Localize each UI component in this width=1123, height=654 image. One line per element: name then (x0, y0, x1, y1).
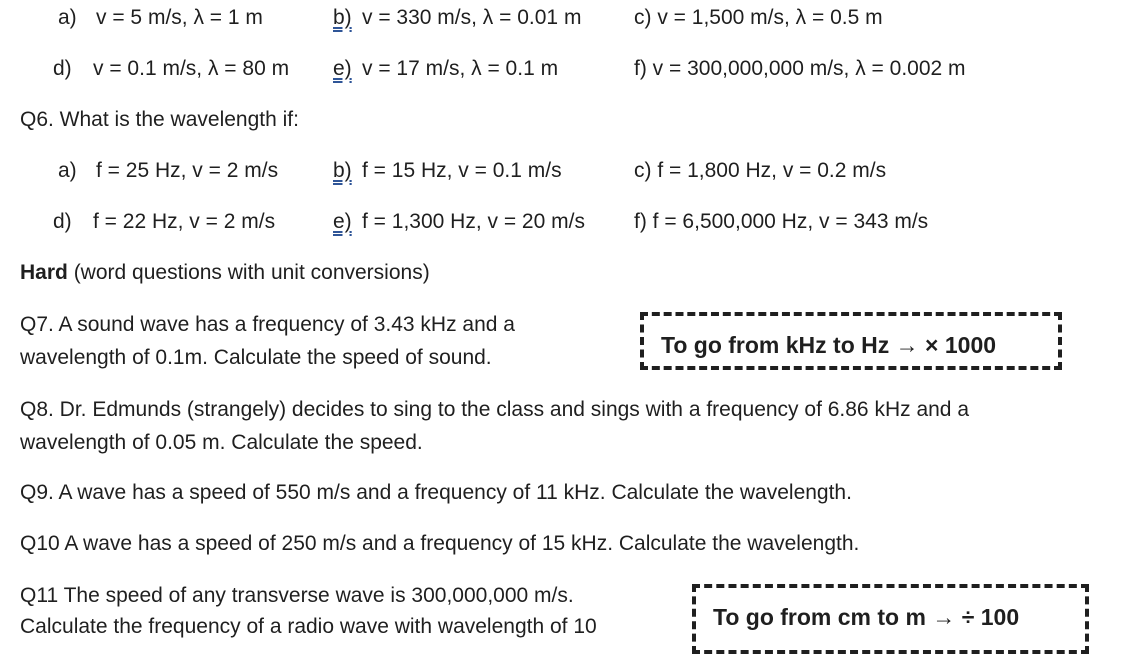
tip-khz-text: To go from kHz to Hz → × 1000 (661, 332, 997, 358)
q7-line-1: Q7. A sound wave has a frequency of 3.43 kHz and a (20, 313, 515, 336)
q5-option-d-label: d) (53, 57, 72, 80)
q5-option-f: f) v = 300,000,000 m/s, λ = 0.002 m (634, 57, 966, 80)
q6-option-a: f = 25 Hz, v = 2 m/s (96, 159, 279, 182)
q6-option-d: f = 22 Hz, v = 2 m/s (93, 210, 276, 233)
q6-option-e-label: e) (333, 210, 352, 233)
q6-option-e: f = 1,300 Hz, v = 20 m/s (362, 210, 585, 233)
q6-option-b: f = 15 Hz, v = 0.1 m/s (362, 159, 562, 182)
q6-option-c: c) f = 1,800 Hz, v = 0.2 m/s (634, 159, 887, 182)
q8-line-1: Q8. Dr. Edmunds (strangely) decides to sing to the class and sings with a frequency of 6.86 kHz and a (20, 398, 969, 421)
q5-option-a-label: a) (58, 6, 77, 29)
q7-line-2: wavelength of 0.1m. Calculate the speed of sound. (20, 346, 492, 369)
q6-option-f: f) f = 6,500,000 Hz, v = 343 m/s (634, 210, 929, 233)
q5-option-c: c) v = 1,500 m/s, λ = 0.5 m (634, 6, 883, 29)
q9-question: Q9. A wave has a speed of 550 m/s and a frequency of 11 kHz. Calculate the wavelength. (20, 481, 852, 504)
q5-option-b-label: b) (333, 6, 352, 29)
q5-option-e: v = 17 m/s, λ = 0.1 m (362, 57, 559, 80)
q6-option-d-label: d) (53, 210, 72, 233)
q6-question: Q6. What is the wavelength if: (20, 108, 299, 131)
hard-section-heading: Hard (word questions with unit conversions) (20, 261, 430, 284)
q10-question: Q10 A wave has a speed of 250 m/s and a frequency of 15 kHz. Calculate the wavelength. (20, 532, 860, 555)
q5-option-e-label: e) (333, 57, 352, 80)
q5-option-d: v = 0.1 m/s, λ = 80 m (93, 57, 290, 80)
q11-line-1: Q11 The speed of any transverse wave is 300,000,000 m/s. (20, 584, 574, 607)
q6-option-b-label: b) (333, 159, 352, 182)
tip-cm-text: To go from cm to m → ÷ 100 (713, 604, 1020, 630)
q6-option-a-label: a) (58, 159, 77, 182)
q5-option-b: v = 330 m/s, λ = 0.01 m (362, 6, 582, 29)
q8-line-2: wavelength of 0.05 m. Calculate the speed. (20, 431, 423, 454)
q11-line-2: Calculate the frequency of a radio wave with wavelength of 10 (20, 615, 597, 638)
q5-option-a: v = 5 m/s, λ = 1 m (96, 6, 263, 29)
